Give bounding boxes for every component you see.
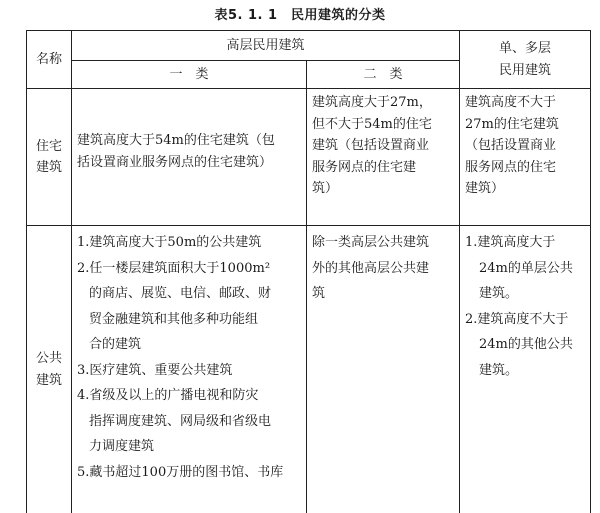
public-low-rise-line: 24m的其他公共 xyxy=(479,337,573,352)
residential-class-two-line: 建筑（包括设置商业 xyxy=(312,138,430,153)
public-low-rise-line: 建筑。 xyxy=(479,362,519,378)
public-low-rise-line: 建筑。 xyxy=(479,286,519,301)
header-class-two-cell xyxy=(307,61,459,88)
table-right-border xyxy=(590,30,591,513)
public-low-rise-line: 2.建筑高度不大于 xyxy=(465,311,569,327)
residential-class-one-cell xyxy=(77,130,305,173)
public-low-rise-line: 24m的单层公共 xyxy=(479,260,573,276)
residential-name-line: 住宅 xyxy=(35,138,62,154)
residential-name-line: 建筑 xyxy=(35,160,62,175)
header-low-rise-line: 民用建筑 xyxy=(498,62,551,78)
public-name-line: 公共 xyxy=(35,351,62,366)
residential-class-two-cell xyxy=(312,92,458,200)
header-low-rise-line: 单、多层 xyxy=(498,41,551,56)
residential-low-rise-line: 服务网点的住宅 xyxy=(465,159,557,175)
residential-class-one-line: 括设置商业服务网点的住宅建筑） xyxy=(77,154,273,170)
residential-class-two-line: 服务网点的住宅建 xyxy=(312,159,417,175)
header-bottom-border xyxy=(26,88,591,89)
public-class-one-cell xyxy=(77,230,305,485)
public-class-one-line: 力调度建筑 xyxy=(89,439,155,454)
residential-class-two-line: 筑） xyxy=(312,181,339,196)
row-divider-line xyxy=(26,225,591,226)
public-class-two-line: 外的其他高层公共建 xyxy=(312,260,430,276)
public-name-line: 建筑 xyxy=(35,372,62,388)
public-class-one-line: 4.省级及以上的广播电视和防灾 xyxy=(77,388,259,403)
header-low-rise-cell xyxy=(460,31,590,88)
header-name-cell xyxy=(27,31,71,88)
header-name-text: 名称 xyxy=(35,51,62,67)
header-class-two-text: 二 类 xyxy=(363,66,403,82)
residential-class-two-line: 但不大于54m的住宅 xyxy=(312,116,432,132)
residential-low-rise-line: （包括设置商业 xyxy=(465,138,557,153)
header-class-one-text: 一 类 xyxy=(169,66,209,82)
public-low-rise-cell xyxy=(465,230,589,383)
public-class-two-cell xyxy=(312,230,458,307)
residential-low-rise-line: 27m的住宅建筑 xyxy=(465,116,559,132)
name-column-divider xyxy=(71,30,72,513)
public-class-two-line: 除一类高层公共建筑 xyxy=(312,235,430,250)
public-class-one-line: 1.建筑高度大于50m的公共建筑 xyxy=(77,235,262,250)
public-class-one-line: 2.任一楼层建筑面积大于1000m² xyxy=(77,260,271,276)
public-class-two-line: 筑 xyxy=(312,286,326,301)
public-class-one-line: 的商店、展览、电信、邮政、财 xyxy=(89,286,272,301)
residential-low-rise-line: 建筑） xyxy=(465,181,505,196)
public-low-rise-line: 1.建筑高度大于 xyxy=(465,235,556,250)
residential-low-rise-cell xyxy=(465,92,589,200)
residential-class-two-line: 建筑高度大于27m， xyxy=(312,95,432,110)
header-high-rise-text: 高层民用建筑 xyxy=(226,37,305,53)
public-class-one-line: 3.医疗建筑、重要公共建筑 xyxy=(77,362,233,378)
public-class-one-line: 合的建筑 xyxy=(89,337,142,352)
class-column-divider xyxy=(306,60,307,513)
public-class-one-line: 指挥调度建筑、网局级和省级电 xyxy=(89,413,272,429)
residential-class-one-line: 建筑高度大于54m的住宅建筑（包 xyxy=(77,133,275,148)
public-class-one-line: 贸金融建筑和其他多种功能组 xyxy=(89,311,259,327)
header-class-one-cell xyxy=(72,61,306,88)
public-class-one-line: 5.藏书超过100万册的图书馆、书库 xyxy=(77,464,284,480)
header-high-rise-cell xyxy=(72,31,459,60)
table-caption: 表5. 1. 1 民用建筑的分类 xyxy=(214,8,386,23)
residential-name-cell xyxy=(27,89,71,225)
residential-low-rise-line: 建筑高度不大于 xyxy=(465,95,557,110)
low-rise-column-divider xyxy=(459,30,460,513)
public-name-cell xyxy=(27,226,71,513)
